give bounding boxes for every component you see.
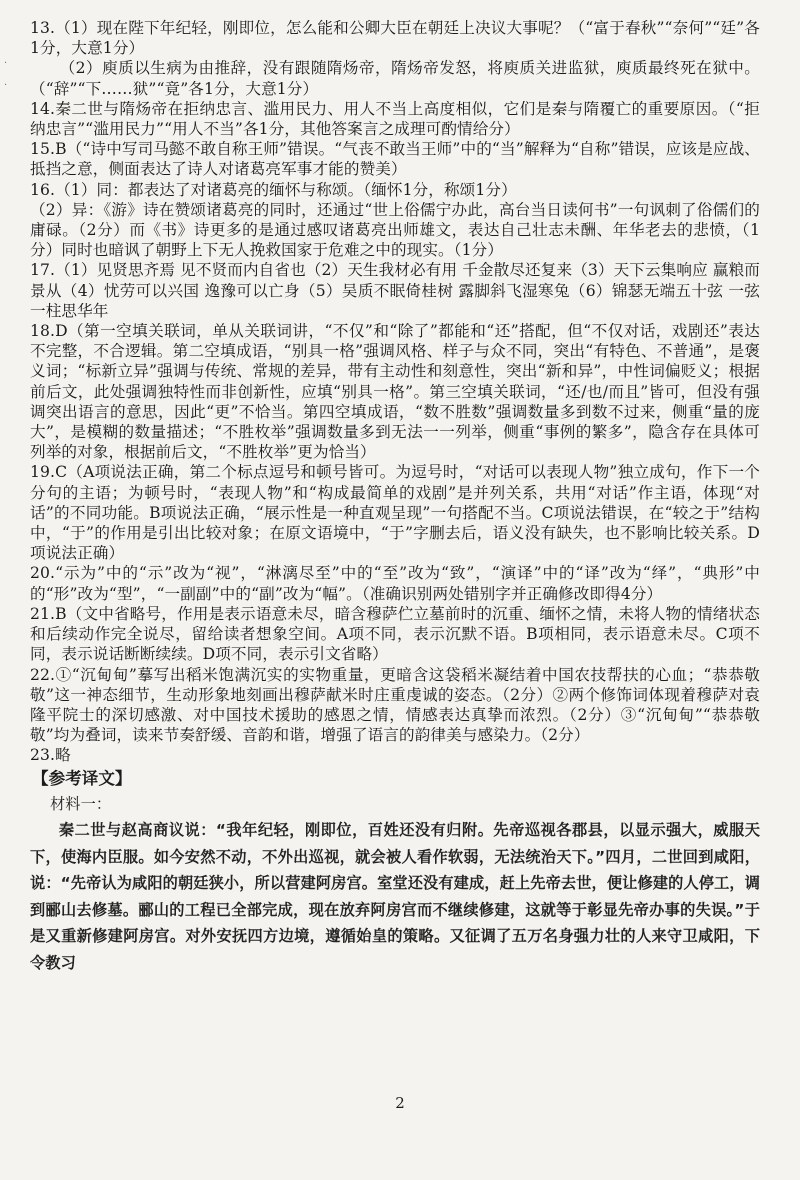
translation-text: 秦二世与赵高商议说：“我年纪轻，刚即位，百姓还没有归附。先帝巡视各郡县，以显示强大，威服天下，使海内臣服。如今安然不动，不外出巡视，就会被人看作软弱，无法统治天下。”四月，二世回到咸阳，说：“先帝认为咸阳的朝廷狭小，所以营建阿房宫。室堂还没有建成，赶上先帝去世，便让修建的人停工，调到郦山去修墓。郦山的工程已全部完成，现在放弃阿房宫而不继续修建，这就等于彰显先帝办事的失误。”于是又重新修建阿房宫。对外安抚四方边境，遵循始皇的策略。又征调了五万名身强力壮的人来守卫咸阳，下令教习 bbox=[30, 821, 760, 972]
answer-q19 bbox=[30, 462, 760, 563]
answer-paragraph: 16.（1）同：都表达了对诸葛亮的缅怀与称颂。（缅怀1分，称颂1分） bbox=[30, 180, 517, 199]
answer-q17 bbox=[30, 260, 760, 321]
answer-paragraph: 19.C（A项说法正确，第二个标点逗号和顿号皆可。为逗号时，“对话可以表现人物”独立成句，作下一个分句的主语；为顿号时，“表现人物”和“构成最简单的戏剧”是并列关系，共用“对话”作主语，体现“对话”的不同功能。B项说法正确，“展示性是一种直观呈现”一句搭配不当。C项说法错误，在“较之于”结构中，“于”的作用是引出比较对象；在原文语境中，“于”字删去后，语义没有缺失，也不影响比较关系。D项说法正确） bbox=[30, 463, 760, 563]
answer-q23 bbox=[30, 745, 760, 765]
page-number: 2 bbox=[395, 1094, 405, 1112]
material-label: 材料一： bbox=[50, 794, 112, 813]
answer-paragraph: （2）异：《游》诗在赞颂诸葛亮的同时，还通过“世上俗儒宁办此，高台当日读何书”一句讽刺了俗儒们的庸碌。（2分）而《书》诗更多的是通过感叹诸葛亮出师雄文，表达自己壮志未酬、年华老去的悲愤，（1分）同时也暗讽了朝野上下无人挽救国家于危难之中的现实。（1分） bbox=[30, 200, 760, 260]
answer-paragraph: 14.秦二世与隋炀帝在拒纳忠言、滥用民力、用人不当上高度相似，它们是秦与隋覆亡的重要原因。（“拒纳忠言”“滥用民力”“用人不当”各1分，其他答案言之成理可酌情给分） bbox=[30, 99, 760, 139]
answer-paragraph: 21.B（文中省略号，作用是表示语意未尽，暗含穆萨伫立墓前时的沉重、缅怀之情，未将人物的情绪状态和后续动作完全说尽，留给读者想象空间。A项不同，表示沉默不语。B项相同，表示语意未尽。C项不同，表示说话断断续续。D项不同，表示引文省略） bbox=[30, 604, 760, 664]
answer-q22 bbox=[30, 665, 760, 746]
answer-paragraph: 23.略 bbox=[30, 746, 71, 765]
scan-margin-mark: · bbox=[4, 80, 8, 91]
answer-paragraph: 18.D（第一空填关联词，单从关联词讲，“不仅”和“除了”都能和“还”搭配，但“不仅对话，戏剧还”表达不完整，不合逻辑。第二空填成语，“别具一格”强调风格、样子与众不同，突出“有特色、不普通”，是褒义词；“标新立异”强调与传统、常规的差异，带有主动性和刻意性，突出“新和异”，中性词偏贬义；根据前后文，此处强调独特性而非创新性，应填“别具一格”。第三空填关联词，“还/也/而且”皆可，但没有强调突出语言的意思，因此“更”不恰当。第四空填成语，“数不胜数”强调数量多到数不过来，侧重“量的庞大”，是模糊的数量描述；“不胜枚举”强调数量多到无法一一列举，侧重“事例的繁多”，隐含存在具体可列举的对象，根据前后文，“不胜枚举”更为恰当） bbox=[30, 322, 760, 462]
answer-paragraph: 13.（1）现在陛下年纪轻，刚即位，怎么能和公卿大臣在朝廷上决议大事呢？（“富于春秋”“奈何”“廷”各1分，大意1分） bbox=[30, 19, 760, 58]
answer-q16 bbox=[30, 180, 760, 261]
answer-q13 bbox=[30, 18, 760, 99]
answer-paragraph: 22.①“沉甸甸”摹写出稻米饱满沉实的实物重量，更暗含这袋稻米凝结着中国农技帮扶的心血；“恭恭敬敬”这一神态细节，生动形象地刻画出穆萨献米时庄重虔诚的姿态。（2分）②两个修饰词体现着穆萨对袁隆平院士的深切感激、对中国技术援助的感恩之情，情感表达真挚而浓烈。（2分）③“沉甸甸”“恭恭敬敬”均为叠词，读来节奏舒缓、音韵和谐，增强了语言的韵律美与感染力。（2分） bbox=[30, 665, 760, 745]
answer-q18 bbox=[30, 321, 760, 462]
scan-margin-mark: · bbox=[4, 58, 8, 69]
translation-block bbox=[30, 791, 760, 977]
answer-paragraph: 15.B（“诗中写司马懿不敢自称王师”错误。“气丧不敢当王师”中的“当”解释为“自称”错误，应该是应战、抵挡之意，侧面表达了诗人对诸葛亮军事才能的赞美） bbox=[30, 140, 760, 179]
answer-paragraph: （2）庾质以生病为由推辞，没有跟随隋炀帝，隋炀帝发怒，将庾质关进监狱，庾质最终死在狱中。（“辞”“下……狱”“竟”各1分，大意1分） bbox=[30, 59, 760, 98]
answer-q15 bbox=[30, 139, 760, 179]
answer-key-page bbox=[30, 18, 760, 976]
translation-heading: 【参考译文】 bbox=[32, 768, 132, 788]
answer-q20 bbox=[30, 563, 760, 603]
answer-q14 bbox=[30, 99, 760, 139]
answer-paragraph: 20.“示为”中的“示”改为“视”，“淋漓尽至”中的“至”改为“致”，“演译”中的“译”改为“绎”，“典形”中的“形”改为“型”，“一副副”中的“副”改为“幅”。（准确识别两处错别字并正确修改即得4分） bbox=[30, 564, 760, 603]
answer-q21 bbox=[30, 604, 760, 665]
answer-paragraph: 17.（1）见贤思齐焉 见不贤而内自省也（2）天生我材必有用 千金散尽还复来（3）天下云集响应 赢粮而景从（4）忧劳可以兴国 逸豫可以亡身（5）吴质不眠倚桂树 露脚斜飞湿寒兔（6）锦瑟无端五十弦 一弦一柱思华年 bbox=[30, 261, 760, 320]
